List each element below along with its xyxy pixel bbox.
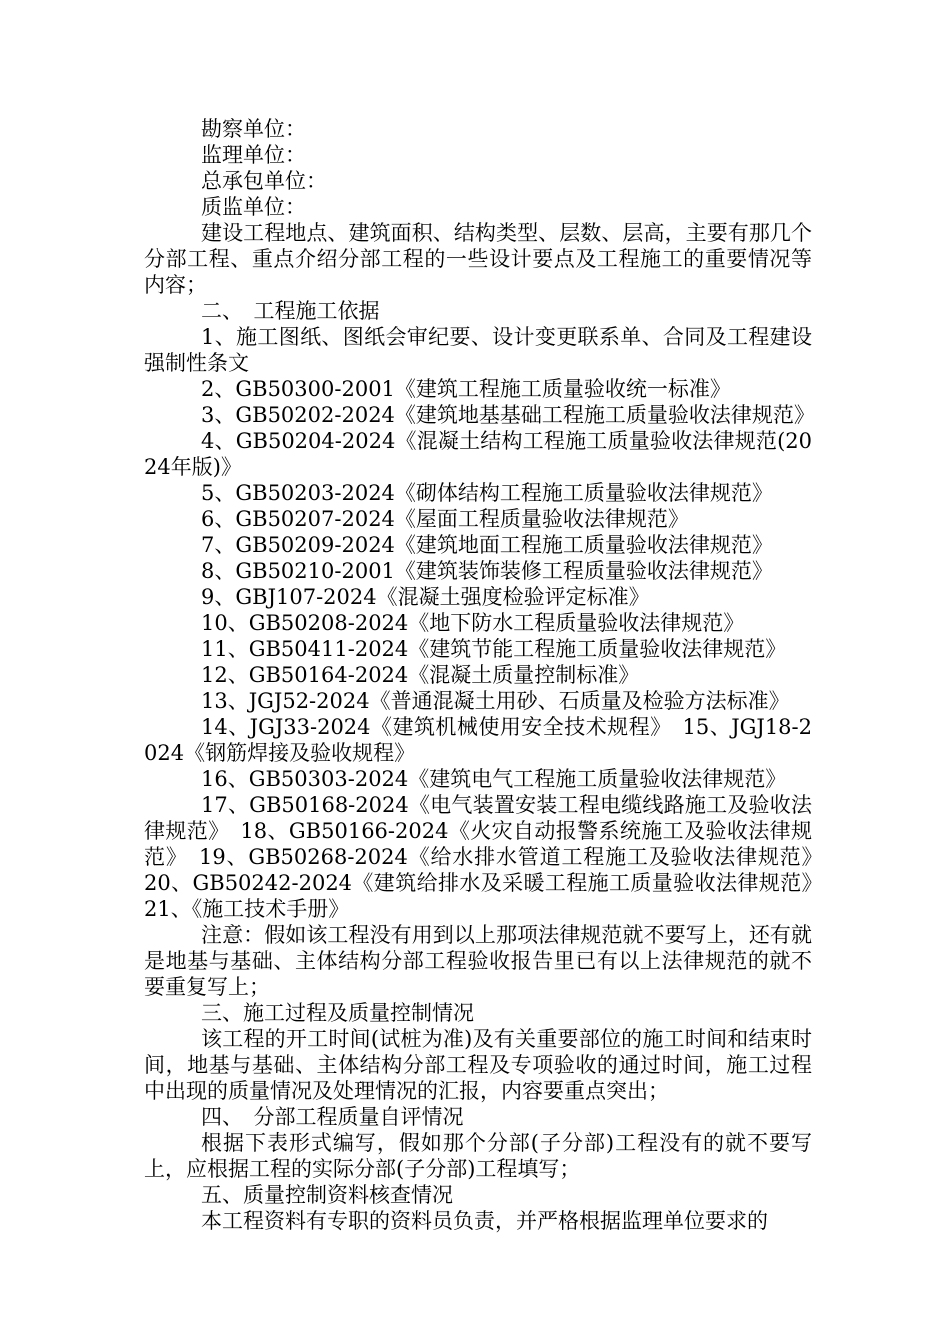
- list-item: 4、GB50204-2024《混凝土结构工程施工质量验收法律规范(2024年版)》: [144, 429, 812, 479]
- list-item: 10、GB50208-2024《地下防水工程质量验收法律规范》: [201, 611, 745, 635]
- list-item: 13、JGJ52-2024《普通混凝土用砂、石质量及检验方法标准》: [201, 689, 790, 713]
- heading-section-2: 二、 工程施工依据: [201, 299, 380, 323]
- list-item: 7、GB50209-2024《建筑地面工程施工质量验收法律规范》: [201, 533, 773, 557]
- paragraph-note: 注意：假如该工程没有用到以上那项法律规范就不要写上，还有就是地基与基础、主体结构分部工程验收报告里已有以上法律规范的就不要重复写上；: [144, 923, 812, 999]
- list-item: 12、GB50164-2024《混凝土质量控制标准》: [201, 663, 640, 687]
- paragraph-survey-unit: 勘察单位：: [201, 117, 306, 141]
- list-item: 11、GB50411-2024《建筑节能工程施工质量验收法律规范》: [201, 637, 787, 661]
- paragraph-quality-supervision-unit: 质监单位：: [201, 195, 306, 219]
- document-body: [144, 116, 833, 1234]
- paragraph-supervision-unit: 监理单位：: [201, 143, 306, 167]
- list-item: 9、GBJ107-2024《混凝土强度检验评定标准》: [201, 585, 650, 609]
- list-item: 8、GB50210-2001《建筑装饰装修工程质量验收法律规范》: [201, 559, 773, 583]
- heading-section-4: 四、 分部工程质量自评情况: [201, 1105, 464, 1129]
- list-item: 14、JGJ33-2024《建筑机械使用安全技术规程》 15、JGJ18-2024《钢筋焊接及验收规程》: [144, 715, 812, 765]
- list-item: 3、GB50202-2024《建筑地基基础工程施工质量验收法律规范》: [201, 403, 815, 427]
- paragraph-quality-records: 本工程资料有专职的资料员负责，并严格根据监理单位要求的: [201, 1209, 768, 1233]
- list-item: 16、GB50303-2024《建筑电气工程施工质量验收法律规范》: [201, 767, 787, 791]
- paragraph-project-overview: 建设工程地点、建筑面积、结构类型、层数、层高，主要有那几个分部工程、重点介绍分部工程的一些设计要点及工程施工的重要情况等内容；: [144, 221, 812, 297]
- heading-section-5: 五、质量控制资料核查情况: [201, 1183, 453, 1207]
- list-item: 2、GB50300-2001《建筑工程施工质量验收统一标准》: [201, 377, 731, 401]
- paragraph-self-evaluation: 根据下表形式编写，假如那个分部(子分部)工程没有的就不要写上，应根据工程的实际分部(子分部)工程填写；: [144, 1131, 812, 1181]
- paragraph-general-contractor: 总承包单位：: [201, 169, 327, 193]
- list-item: 6、GB50207-2024《屋面工程质量验收法律规范》: [201, 507, 689, 531]
- list-item: 17、GB50168-2024《电气装置安装工程电缆线路施工及验收法律规范》 18、GB50166-2024《火灾自动报警系统施工及验收法律规范》 19、GB50268-2024《给水排水管道工程施工及验收法律规范》 20、GB50242-2024《建筑给排水及采暖工程施工质量验收法律规范》 21、《施工技术手册》: [144, 793, 833, 921]
- heading-section-3: 三、施工过程及质量控制情况: [201, 1001, 474, 1025]
- list-item: 1、施工图纸、图纸会审纪要、设计变更联系单、合同及工程建设强制性条文: [144, 325, 812, 375]
- list-item: 5、GB50203-2024《砌体结构工程施工质量验收法律规范》: [201, 481, 773, 505]
- paragraph-construction-process: 该工程的开工时间(试桩为准)及有关重要部位的施工时间和结束时间，地基与基础、主体结构分部工程及专项验收的通过时间，施工过程中出现的质量情况及处理情况的汇报，内容要重点突出；: [144, 1027, 812, 1103]
